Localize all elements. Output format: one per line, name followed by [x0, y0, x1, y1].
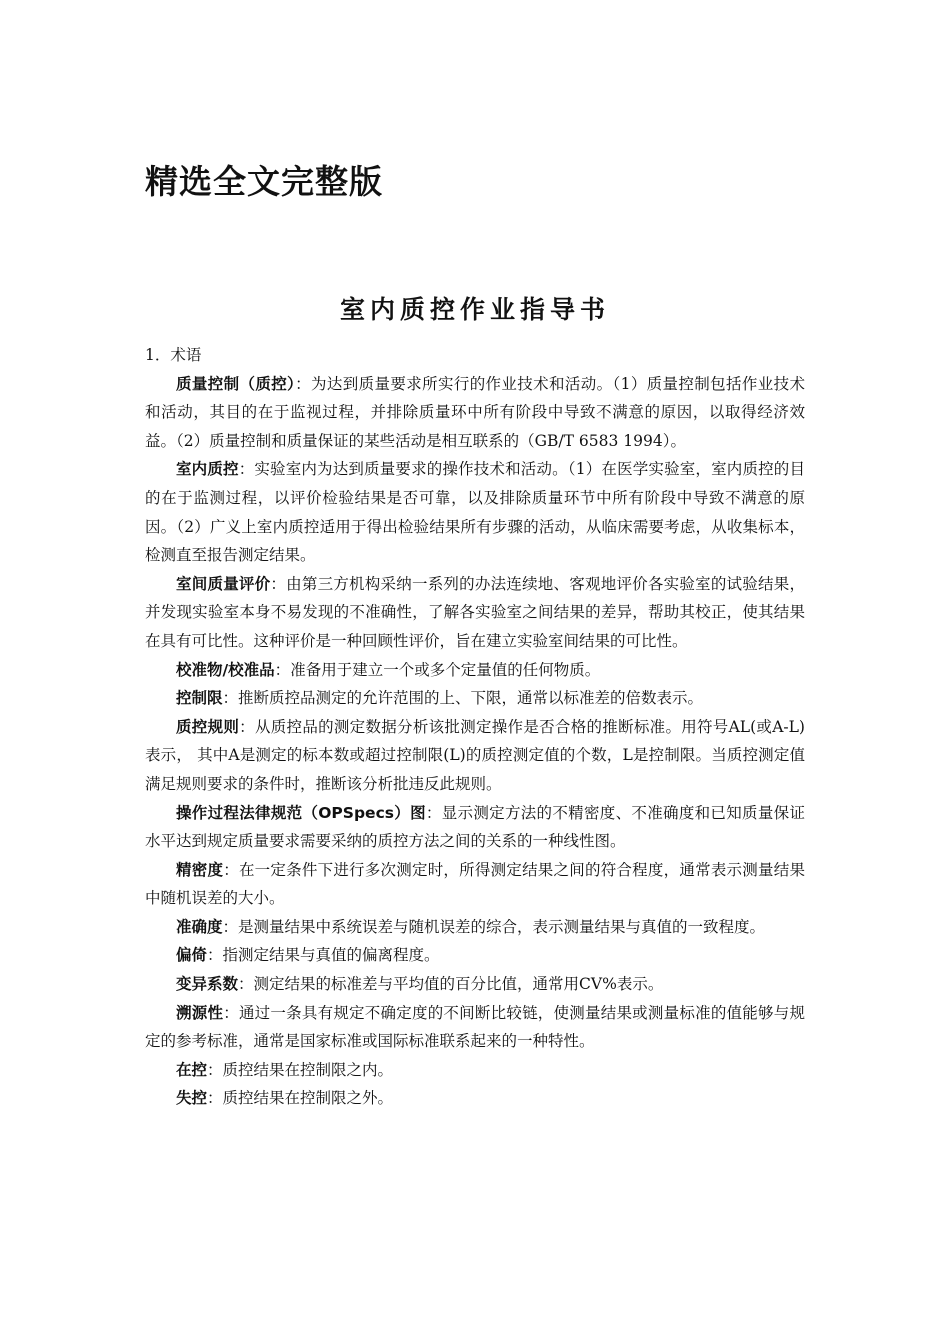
term-separator: ：	[274, 660, 291, 679]
term-definition-internal-qc	[145, 455, 805, 569]
term-label: 质量控制（质控）	[176, 374, 296, 393]
term-definition-accuracy	[145, 913, 805, 942]
document-title: 室内质控作业指导书	[339, 295, 610, 324]
term-definition-precision	[145, 856, 805, 913]
term-definition-control-limit	[145, 684, 805, 713]
term-definition-text: 指测定结果与真值的偏离程度。	[222, 946, 440, 965]
term-separator: ：	[207, 1089, 223, 1108]
term-separator: ：	[425, 803, 442, 822]
term-definition-quality-control	[145, 370, 805, 456]
term-label: 室间质量评价	[176, 574, 271, 593]
term-separator: ：	[223, 1003, 239, 1022]
term-definition-text: 实验室内为达到质量要求的操作技术和活动。（1）在医学实验室，室内质控的目的在于监测过程，以评价检验结果是否可靠，以及排除质量环节中所有阶段中导致不满意的原因。（2）广义上室内质控适用于得出检验结果所有步骤的活动，从临床需要考虑，从收集标本，检测直至报告测定结果。	[145, 460, 805, 565]
term-definition-opspecs-chart	[145, 799, 805, 856]
term-definition-text: 从质控品的测定数据分析该批测定操作是否合格的推断标准。用符号AL(或A-L)表示， 其中A是测定的标本数或超过控制限(L)的质控测定值的个数，L是控制限。当质控测定值满足规则要求的条件时，推断该分析批违反此规则。	[145, 717, 805, 793]
term-label: 失控	[176, 1089, 208, 1108]
term-separator: ：	[222, 689, 239, 708]
term-separator: ：	[238, 975, 254, 994]
term-separator: ：	[295, 374, 312, 393]
term-definition-text: 为达到质量要求所实行的作业技术和活动。（1）质量控制包括作业技术和活动，其目的在于监视过程，并排除质量环中所有阶段中导致不满意的原因，以取得经济效益。（2）质量控制和质量保证的某些活动是相互联系的（GB/T 6583 1994）。	[145, 374, 805, 450]
term-separator: ：	[238, 460, 255, 479]
term-label: 室内质控	[176, 460, 239, 479]
term-definition-text: 显示测定方法的不精密度、不准确度和已知质量保证水平达到规定质量要求需要采纳的质控方法之间的关系的一种线性图。	[145, 803, 805, 851]
term-definition-text: 由第三方机构采纳一系列的办法连续地、客观地评价各实验室的试验结果，并发现实验室本身不易发现的不准确性，了解各实验室之间结果的差异，帮助其校正，使其结果在具有可比性。这种评价是一种回顾性评价，旨在建立实验室间结果的可比性。	[145, 574, 805, 650]
term-label: 准确度	[176, 917, 223, 936]
term-separator: ：	[223, 860, 239, 879]
term-definition-text: 是测量结果中系统误差与随机误差的综合，表示测量结果与真值的一致程度。	[238, 917, 766, 936]
term-label: 在控	[176, 1060, 208, 1079]
term-definition-traceability	[145, 999, 805, 1056]
term-definition-calibrator	[145, 656, 805, 685]
term-label: 偏倚	[176, 946, 208, 965]
term-definition-bias	[145, 941, 805, 970]
term-separator: ：	[222, 917, 239, 936]
term-label: 控制限	[176, 689, 223, 708]
term-definition-text: 质控结果在控制限之内。	[222, 1060, 394, 1079]
term-label: 校准物/校准品	[176, 660, 275, 679]
term-separator: ：	[207, 1060, 223, 1079]
term-definition-text: 准备用于建立一个或多个定量值的任何物质。	[290, 660, 601, 679]
term-definition-out-of-control	[145, 1084, 805, 1113]
document-body	[145, 341, 805, 1113]
term-separator: ：	[270, 574, 287, 593]
term-definition-coefficient-of-variation	[145, 970, 805, 999]
term-definition-text: 测定结果的标准差与平均值的百分比值，通常用CV%表示。	[253, 975, 664, 994]
term-label: 操作过程法律规范（OPSpecs）图	[176, 803, 426, 822]
term-definition-in-control	[145, 1056, 805, 1085]
term-separator: ：	[239, 717, 255, 736]
section-heading: 1．术语	[145, 346, 202, 364]
page-header-label: 精选全文完整版	[145, 162, 383, 201]
term-label: 变异系数	[176, 975, 239, 994]
term-label: 溯源性	[176, 1003, 224, 1022]
term-definition-text: 通过一条具有规定不确定度的不间断比较链，使测量结果或测量标准的值能够与规定的参考标准，通常是国家标准或国际标准联系起来的一种特性。	[145, 1003, 805, 1051]
term-label: 质控规则	[176, 717, 240, 736]
term-definition-external-quality-assessment	[145, 570, 805, 656]
term-separator: ：	[207, 946, 223, 965]
term-definition-qc-rule	[145, 713, 805, 799]
term-definition-text: 在一定条件下进行多次测定时，所得测定结果之间的符合程度，通常表示测量结果中随机误差的大小。	[145, 860, 805, 908]
term-label: 精密度	[176, 860, 224, 879]
term-definition-text: 质控结果在控制限之外。	[222, 1089, 394, 1108]
term-definition-text: 推断质控品测定的允许范围的上、下限，通常以标准差的倍数表示。	[238, 689, 704, 708]
